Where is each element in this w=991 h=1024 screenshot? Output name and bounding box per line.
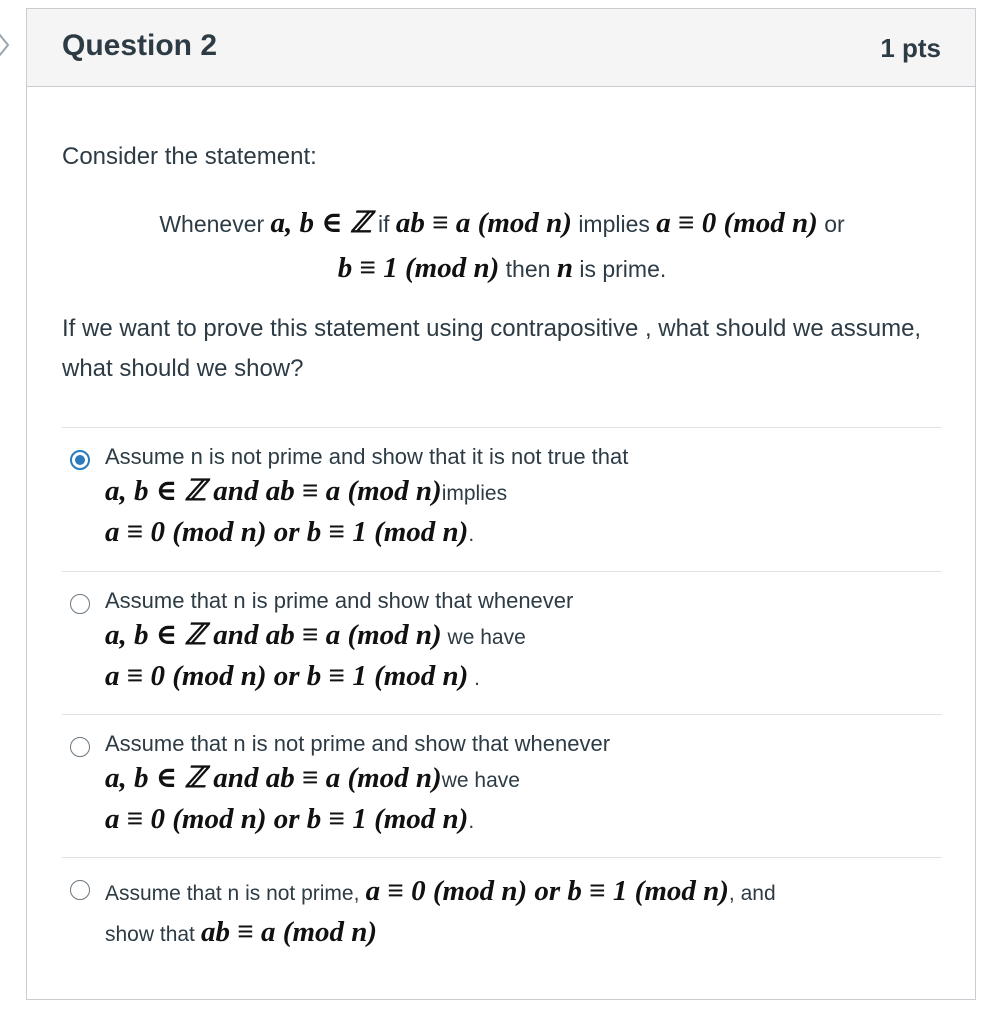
answer-math: a, b ∈ ℤ and ab ≡ a (mod n) [105,762,442,794]
answer-line [105,913,776,954]
statement-is-prime: is prime. [579,256,667,282]
radio-button[interactable] [70,594,90,614]
math-a-eq-0: a ≡ 0 (mod n) [656,207,818,239]
radio-button-selected[interactable] [70,450,90,470]
answer-text [105,586,573,698]
answer-option-2[interactable] [62,571,942,714]
question-header [27,9,975,87]
statement-then: then [505,256,551,282]
chevron-right-icon[interactable] [0,30,12,60]
answer-line [105,872,776,913]
answer-line [105,657,573,698]
answer-option-1[interactable] [62,427,942,571]
radio-button[interactable] [70,737,90,757]
answer-text [105,872,776,954]
answer-math: a ≡ 0 (mod n) or b ≡ 1 (mod n) [105,660,469,692]
question-points: 1 pts [880,33,941,63]
math-n: n [556,252,573,284]
answer-tail: implies [441,482,508,505]
statement-whenever: Whenever [159,211,265,237]
answer-lead: Assume that n is not prime, [105,882,360,905]
math-b-eq-1: b ≡ 1 (mod n) [337,252,500,284]
question-title: Question 2 [62,29,218,62]
answer-line: Assume that n is not prime and show that whenever [105,731,611,756]
answer-tail: , and [728,882,776,905]
answer-text [105,729,610,841]
answer-line [105,513,628,554]
answer-math: a, b ∈ ℤ and ab ≡ a (mod n) [105,475,442,507]
answer-tail: . [468,810,475,833]
answer-lead: show that [105,923,195,946]
answer-tail: we have [441,769,520,792]
answer-line: Assume n is not prime and show that it is not true that [105,444,629,469]
answer-line [105,800,610,841]
math-ab-in-z: a, b ∈ ℤ [270,207,372,239]
answer-math: a ≡ 0 (mod n) or b ≡ 1 (mod n) [105,803,469,835]
question-card [26,8,976,1000]
math-ab-eq-a: ab ≡ a (mod n) [395,207,572,239]
answer-option-3[interactable] [62,714,942,857]
answer-line [105,616,573,657]
answer-list [62,427,942,957]
answer-line [105,472,628,513]
answer-option-4[interactable] [62,857,942,957]
answer-math: ab ≡ a (mod n) [201,916,378,948]
answer-math: a ≡ 0 (mod n) or b ≡ 1 (mod n) [365,875,729,907]
answer-tail: . [468,667,481,690]
radio-button[interactable] [70,880,90,900]
answer-math: a ≡ 0 (mod n) or b ≡ 1 (mod n) [105,516,469,548]
answer-line [105,759,610,800]
answer-math: a, b ∈ ℤ and ab ≡ a (mod n) [105,619,442,651]
answer-tail: . [468,523,475,546]
statement-implies: implies [578,211,650,237]
answer-line: Assume that n is prime and show that whenever [105,588,574,613]
question-prompt: If we want to prove this statement using contrapositive , what should we assume, what should we show? [62,315,922,382]
answer-tail: we have [441,626,526,649]
statement-if: if [378,211,390,237]
statement-or: or [824,211,845,237]
answer-text [105,442,628,554]
statement-block [62,201,942,291]
question-intro: Consider the statement: [62,143,317,170]
